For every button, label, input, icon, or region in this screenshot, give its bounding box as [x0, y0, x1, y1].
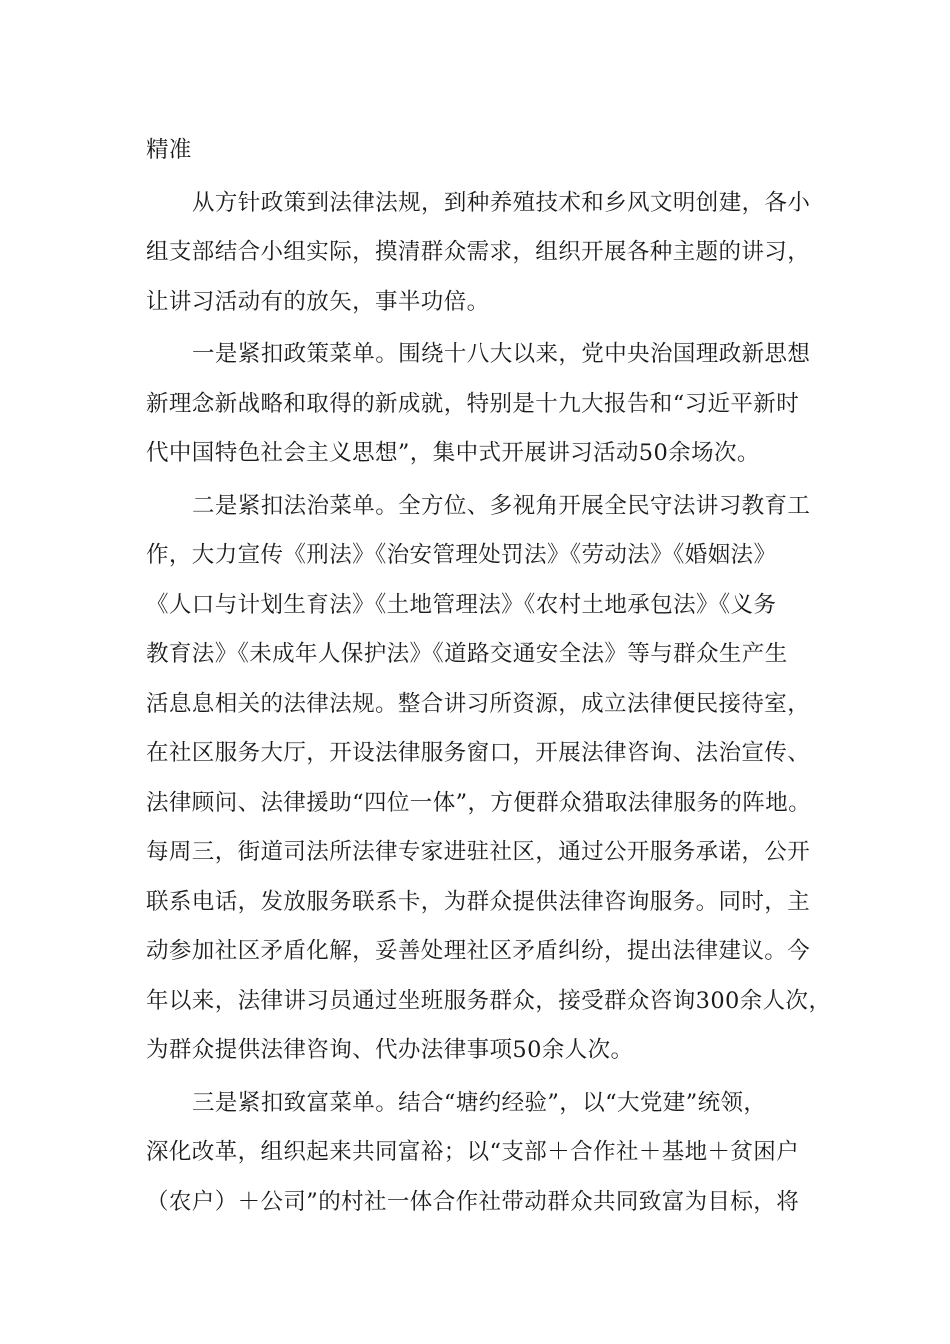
text-line: 深化改革，组织起来共同富裕；以“支部＋合作社＋基地＋贫困户 — [146, 1139, 800, 1165]
text-line: 活息息相关的法律法规。整合讲习所资源，成立法律便民接待室， — [146, 690, 811, 717]
text-line: 精准 — [146, 137, 192, 163]
text-line: （农户）＋公司”的村社一体合作社带动群众共同致富为目标，将 — [146, 1188, 800, 1215]
document-body — [146, 126, 832, 1227]
text-line: 组支部结合小组实际，摸清群众需求，组织开展各种主题的讲习， — [146, 239, 811, 265]
text-line: 动参加社区矛盾化解，妥善处理社区矛盾纠纷，提出法律建议。今 — [146, 938, 811, 964]
text-line: 代中国特色社会主义思想”，集中式开展讲习活动50余场次。 — [146, 440, 760, 466]
text-line: 作，大力宣传《刑法》《治安管理处罚法》《劳动法》《婚姻法》 — [146, 542, 777, 568]
text-line: 联系电话，发放服务联系卡，为群众提供法律咨询服务。同时，主 — [146, 888, 811, 915]
text-line: 在社区服务大厅，开设法律服务窗口，开展法律咨询、法治宣传、 — [146, 740, 811, 766]
text-line: 《人口与计划生育法》《土地管理法》《农村土地承包法》《义务 — [146, 591, 777, 618]
text-line: 新理念新战略和取得的新成就，特别是十九大报告和“习近平新时 — [146, 390, 800, 417]
text-line: 法律顾问、法律援助“四位一体”，方便群众猎取法律服务的阵地。 — [146, 789, 812, 816]
paragraph-first-line: 三是紧扣致富菜单。结合“塘约经验”，以“大党建”统领， — [192, 1089, 767, 1116]
paragraph-first-line: 二是紧扣法治菜单。全方位、多视角开展全民守法讲习教育工 — [192, 492, 811, 519]
paragraph-first-line: 从方针政策到法律法规，到种养殖技术和乡风文明创建，各小 — [192, 189, 811, 216]
text-line: 教育法》《未成年人保护法》《道路交通安全法》等与群众生产生 — [146, 641, 788, 667]
text-line: 让讲习活动有的放矢，事半功倍。 — [146, 288, 490, 315]
text-line: 每周三，街道司法所法律专家进驻社区，通过公开服务承诺，公开 — [146, 839, 811, 865]
text-line: 为群众提供法律咨询、代办法律事项50余人次。 — [146, 1037, 634, 1063]
text-line: 年以来，法律讲习员通过坐班服务群众，接受群众咨询300余人次， — [146, 987, 832, 1014]
paragraph-first-line: 一是紧扣政策菜单。围绕十八大以来，党中央治国理政新思想 — [192, 341, 811, 367]
